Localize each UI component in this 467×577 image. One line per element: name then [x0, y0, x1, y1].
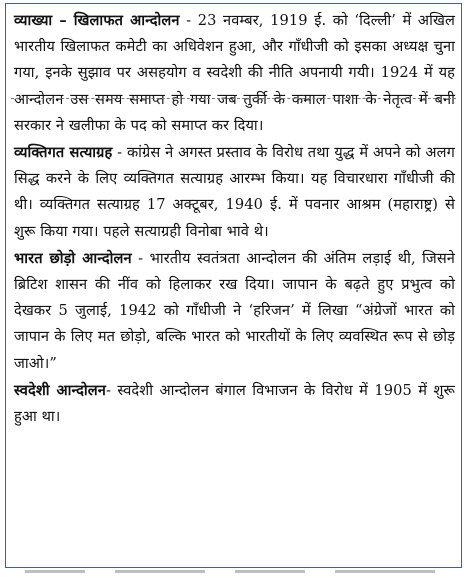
- text-khilafat-movement: - 23 नवम्बर, 1919 ई. को ‘दिल्ली’ में अखिल भारतीय खिलाफत कमेटी का अधिवेशन हुआ, और गाँधीजी को इसका अध्यक्ष चुना गया, इनके सुझाव पर असहयोग व स्वदेशी की नीति अपनायी गयी। 1924 में यह आन्दोलन उस समय समाप्त हो गया जब तुर्की के कमाल पाशा के नेतृत्व में बनी सरकार ने खलीफा के पद को समाप्त कर दिया।: [14, 12, 455, 134]
- term-individual-satyagraha: व्यक्तिगत सत्याग्रह: [14, 144, 113, 162]
- term-quit-india-movement: भारत छोड़ो आन्दोलन: [14, 249, 132, 267]
- term-khilafat-movement: व्याख्या – खिलाफत आन्दोलन: [14, 12, 180, 29]
- text-swadeshi-movement: - स्वदेशी आन्दोलन बंगाल विभाजन के विरोध में 1905 में शुरू हुआ था।: [14, 381, 455, 426]
- paragraph-swadeshi: [14, 378, 455, 430]
- cropped-next-page-edge: [5, 570, 462, 577]
- text-individual-satyagraha: - कांग्रेस ने अगस्त प्रस्ताव के विरोध तथा युद्ध में अपने को अलग सिद्ध करने के लिए व्यक्तिगत सत्याग्रह आरम्भ किया। यह विचारधारा गाँधीजी की थी। व्यक्तिगत सत्याग्रह 17 अक्टूबर, 1940 ई. में पवनार आश्रम (महाराष्ट्र) से शुरू किया गया। पहले सत्याग्रही विनोबा भावे थे।: [14, 144, 455, 240]
- term-swadeshi-movement: स्वदेशी आन्दोलन: [14, 381, 106, 399]
- paragraph-quit-india: [14, 246, 455, 377]
- dashed-divider: [11, 98, 456, 99]
- paragraph-khilafat: [14, 8, 455, 139]
- text-quit-india-movement: - भारतीय स्वतंत्रता आन्दोलन की अंतिम लड़ाई थी, जिसने ब्रिटिश शासन की नींव को हिलाकर रख दिया। जापान के बढ़ते हुए प्रभुत्व को देखकर 5 जुलाई, 1942 को गाँधीजी ने ‘हरिजन’ में लिखा “अंग्रेजों भारत को जापान के लिए मत छोड़ो, बल्कि भारत को भारतीयों के लिए व्यवस्थित रूप से छोड़ जाओ।”: [14, 249, 456, 372]
- paragraph-individual-satyagraha: [14, 140, 455, 245]
- text-box: [5, 3, 462, 568]
